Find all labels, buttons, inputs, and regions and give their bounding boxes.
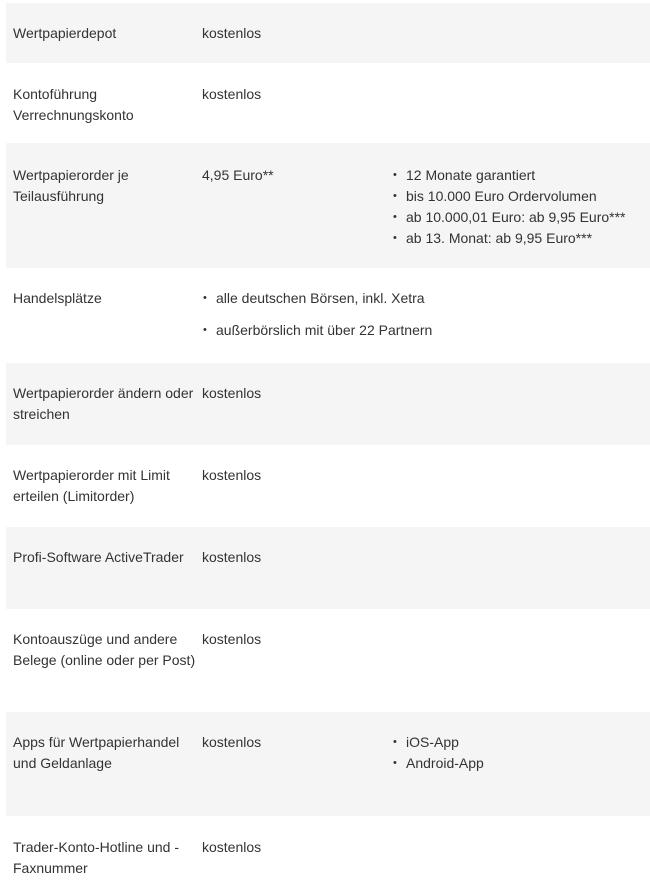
row-label: Wertpapierdepot xyxy=(13,25,117,41)
row-label: Wertpapierorder mit Limit erteilen (Limitorder) xyxy=(13,467,170,504)
row-label: Wertpapierorder ändern oder streichen xyxy=(13,385,194,422)
row-value: kostenlos xyxy=(202,385,262,401)
table-row xyxy=(6,445,650,527)
table-row xyxy=(6,3,650,63)
row-label: Apps für Wertpapierhandel und Geldanlage xyxy=(13,734,180,771)
table-row xyxy=(6,363,650,445)
row-value: kostenlos xyxy=(202,86,262,102)
row-value: kostenlos xyxy=(202,549,262,565)
row-label: Profi-Software ActiveTrader xyxy=(13,549,184,565)
detail-item: • bis 10.000 Euro Ordervolumen xyxy=(392,186,650,207)
detail-item: • alle deutschen Börsen, inkl. Xetra xyxy=(202,288,650,309)
row-details xyxy=(392,732,650,774)
table-row xyxy=(6,268,650,363)
table-row xyxy=(6,143,650,268)
row-label: Kontoauszüge und andere Belege (online oder per Post) xyxy=(13,631,196,668)
table-row xyxy=(6,816,650,886)
row-details xyxy=(392,165,650,249)
row-value: 4,95 Euro** xyxy=(202,167,274,183)
row-value: kostenlos xyxy=(202,25,262,41)
table-row xyxy=(6,63,650,143)
row-value: kostenlos xyxy=(202,839,262,855)
detail-item: • Android-App xyxy=(392,753,650,774)
detail-item: • ab 10.000,01 Euro: ab 9,95 Euro*** xyxy=(392,207,650,228)
row-value: kostenlos xyxy=(202,734,262,750)
detail-list xyxy=(202,288,650,341)
detail-list xyxy=(392,732,650,774)
table-row xyxy=(6,527,650,609)
detail-item: • iOS-App xyxy=(392,732,650,753)
row-details xyxy=(202,288,650,341)
row-label: Handelsplätze xyxy=(13,290,102,306)
detail-list xyxy=(392,165,650,249)
table-row xyxy=(6,712,650,816)
table-row xyxy=(6,609,650,712)
detail-item: • ab 13. Monat: ab 9,95 Euro*** xyxy=(392,228,650,249)
row-label: Kontoführung Verrechnungskonto xyxy=(13,86,134,123)
detail-item: • 12 Monate garantiert xyxy=(392,165,650,186)
row-value: kostenlos xyxy=(202,467,262,483)
row-label: Wertpapierorder je Teilausführung xyxy=(13,167,129,204)
row-label: Trader-Konto-Hotline und -Faxnummer xyxy=(13,839,180,876)
row-value: kostenlos xyxy=(202,631,262,647)
detail-item: • außerbörslich mit über 22 Partnern xyxy=(202,320,650,341)
